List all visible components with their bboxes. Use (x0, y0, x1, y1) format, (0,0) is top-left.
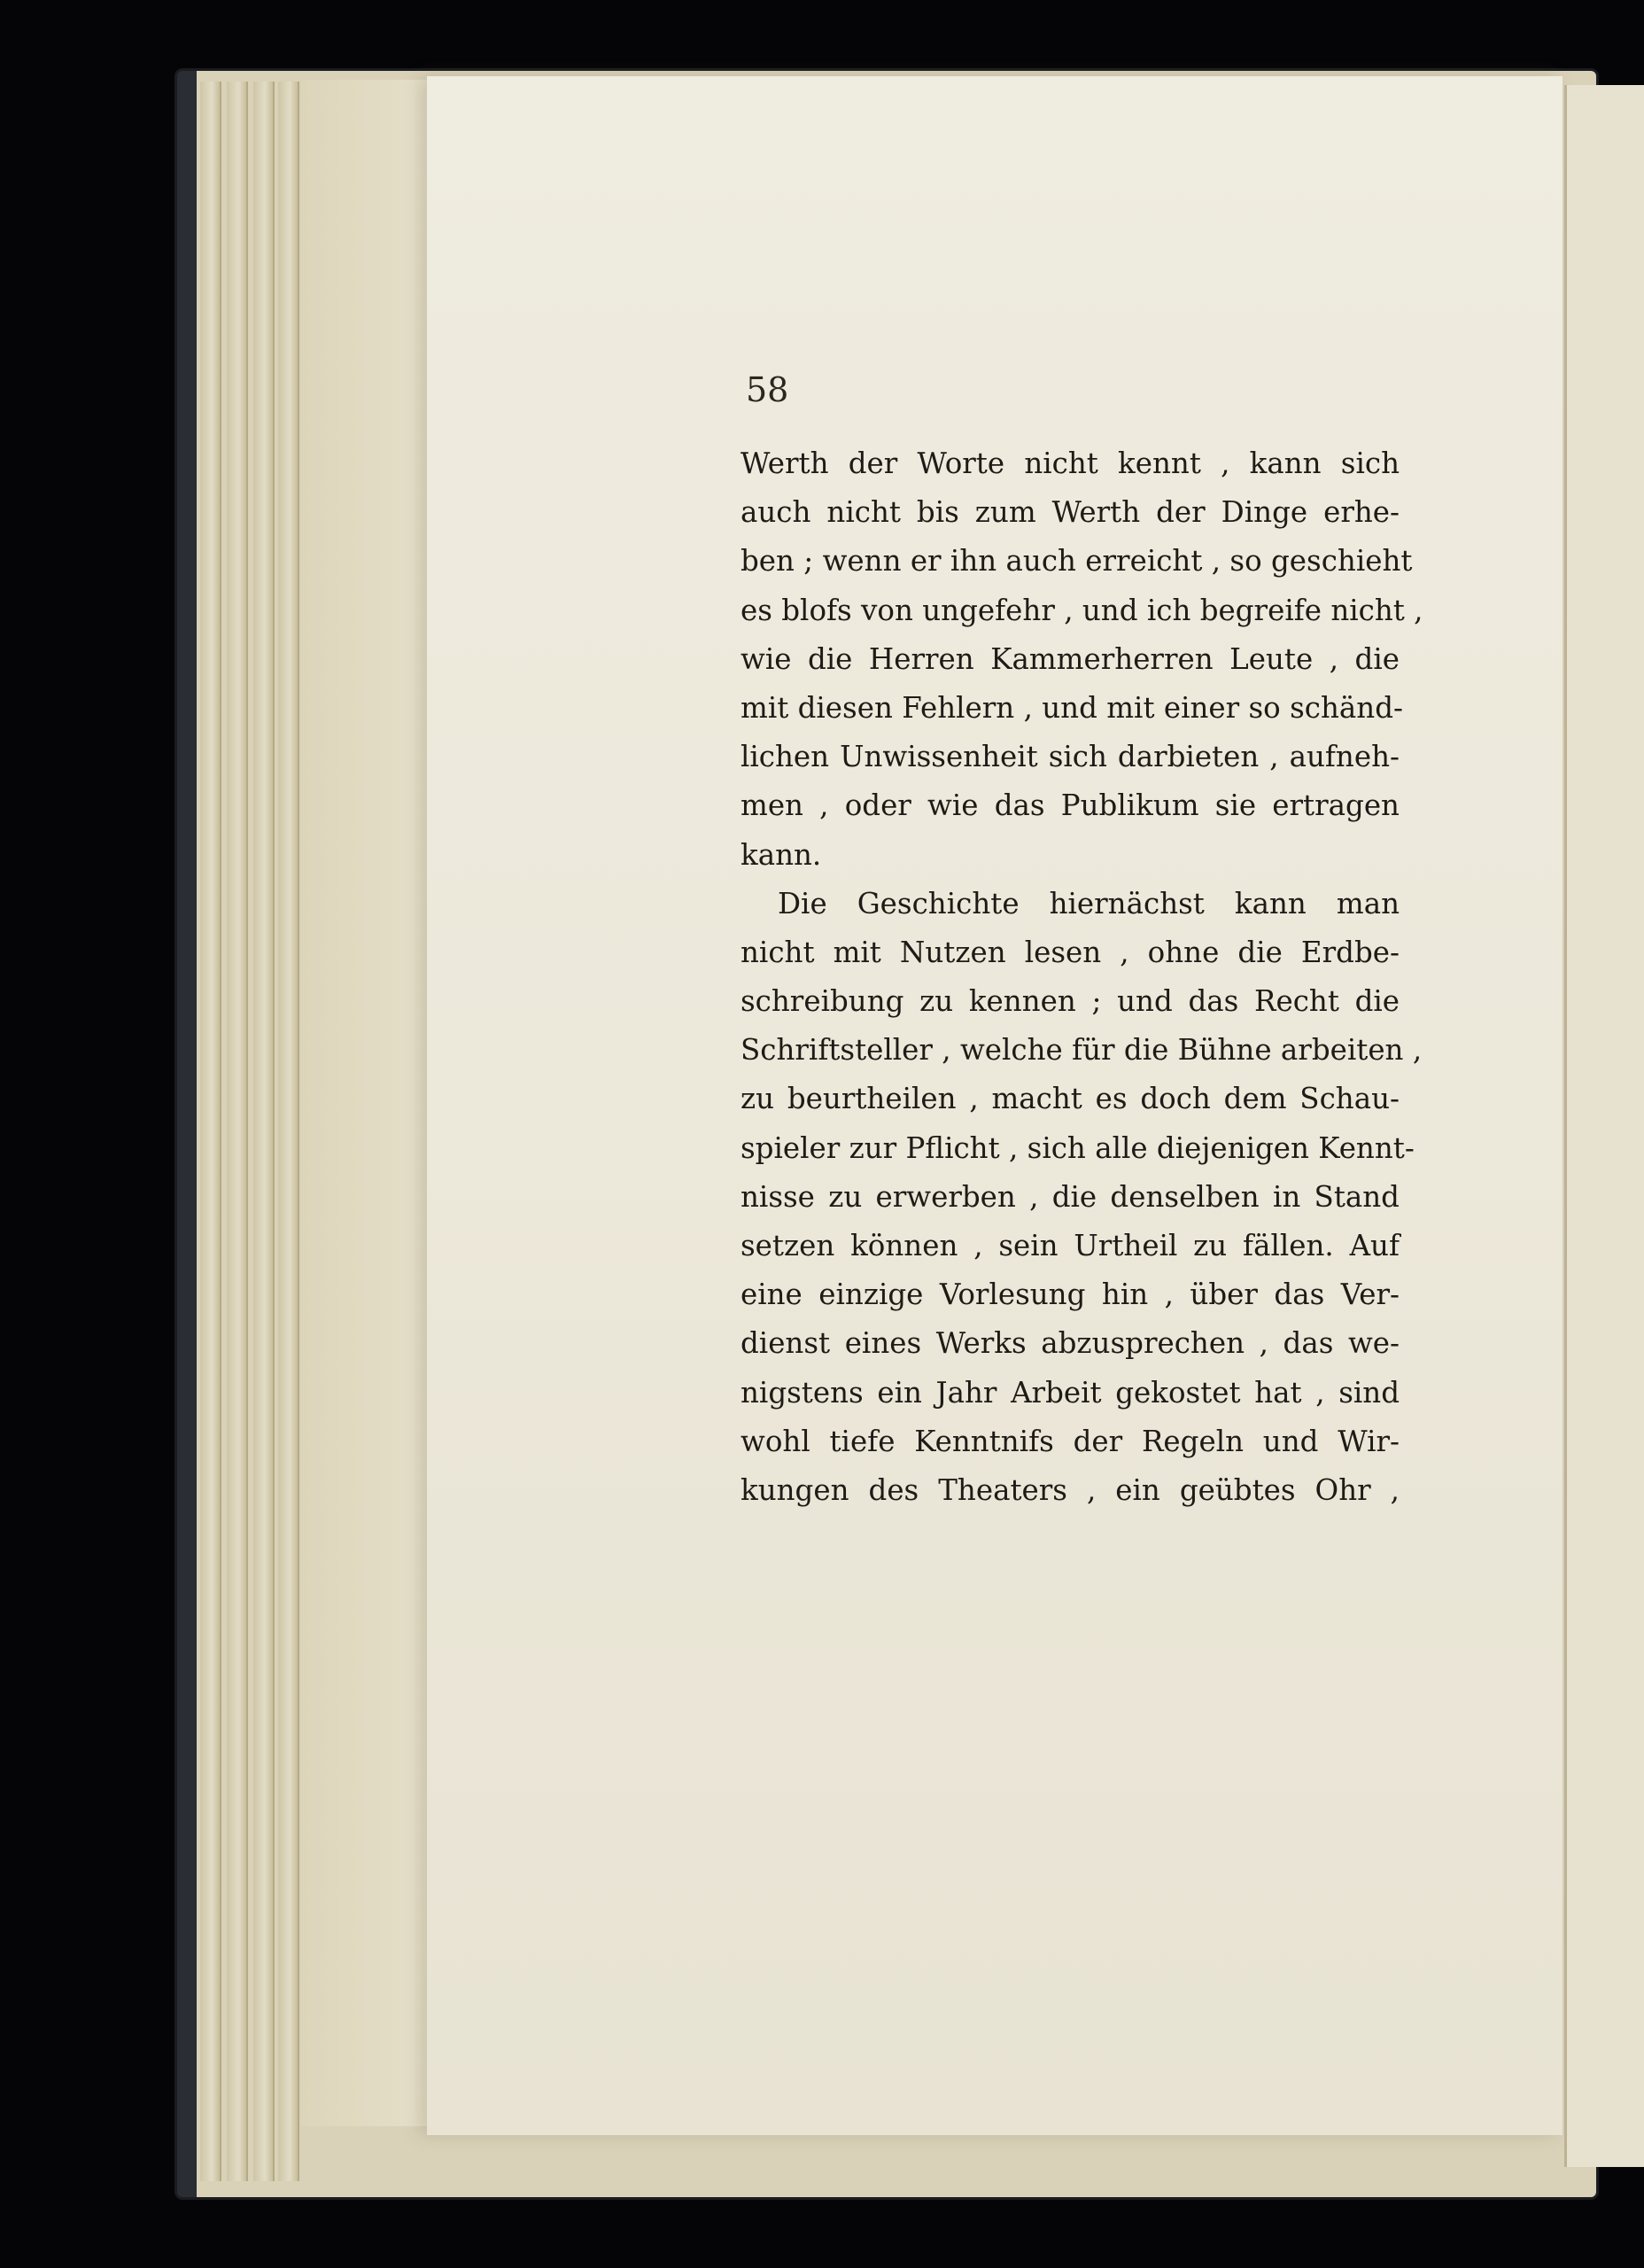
text-line: zu beurtheilen , macht es doch dem Schau- (741, 1082, 1400, 1116)
text-line: nicht mit Nutzen lesen , ohne die Erdbe- (741, 935, 1400, 969)
page-edge (227, 82, 248, 2181)
text-line: men , oder wie das Publikum sie ertragen (741, 788, 1400, 823)
text-line: Die Geschichte hiernächst kann man (778, 886, 1400, 920)
text-line: nisse zu erwerben , die denselben in Stand (741, 1179, 1400, 1214)
text-line: lichen Unwissenheit sich darbieten , aufneh- (741, 740, 1400, 774)
text-line: ben ; wenn er ihn auch erreicht , so geschieht (741, 544, 1413, 579)
text-line: es blofs von ungefehr , und ich begreife nicht , (741, 593, 1423, 627)
text-line: mit diesen Fehlern , und mit einer so schänd- (741, 690, 1403, 725)
text-line: eine einzige Vorlesung hin , über das Ver- (741, 1278, 1400, 1312)
page-number: 58 (746, 370, 789, 409)
facing-page-edge (1564, 85, 1644, 2167)
page-edge (200, 82, 221, 2181)
text-line: Schriftsteller , welche für die Bühne arbeiten , (741, 1033, 1423, 1068)
text-line: dienst eines Werks abzusprechen , das we- (741, 1326, 1400, 1361)
body-text (741, 439, 1423, 1515)
page-edge (253, 82, 275, 2181)
text-line: schreibung zu kennen ; und das Recht die (741, 984, 1400, 1019)
text-line: setzen können , sein Urtheil zu fällen. Auf (741, 1229, 1400, 1262)
text-line: spieler zur Pflicht , sich alle diejenigen Kennt- (741, 1130, 1415, 1165)
text-line: Werth der Worte nicht kennt , kann sich (741, 447, 1400, 480)
text-line: kungen des Theaters , ein geübtes Ohr , (741, 1472, 1400, 1507)
fold-margin (301, 80, 434, 2126)
text-line: kann. (741, 837, 822, 872)
text-line: nigstens ein Jahr Arbeit gekostet hat , sind (741, 1375, 1400, 1410)
text-line: auch nicht bis zum Werth der Dinge erhe- (741, 495, 1400, 530)
page-edge (278, 82, 299, 2181)
text-line: wie die Herren Kammerherren Leute , die (741, 641, 1400, 676)
text-line: wohl tiefe Kenntnifs der Regeln und Wir- (741, 1424, 1400, 1458)
